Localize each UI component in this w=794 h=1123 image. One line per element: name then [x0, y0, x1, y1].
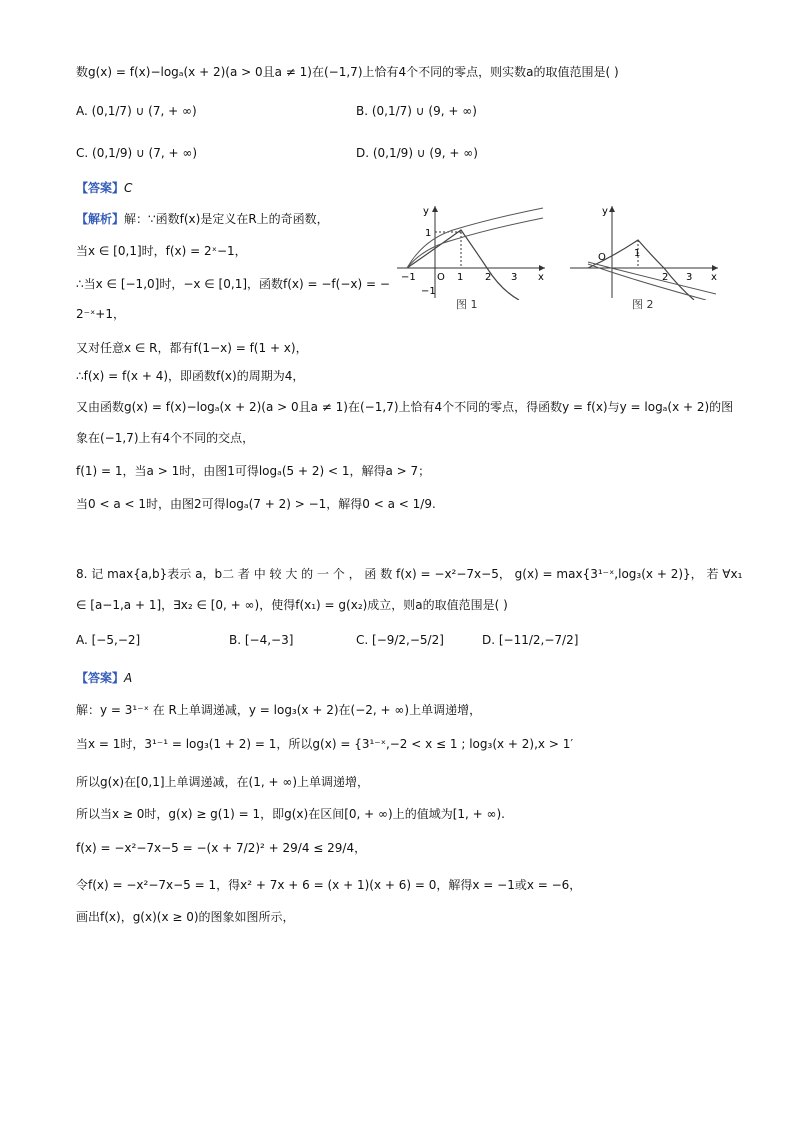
figure-2-caption: 图 2 — [632, 298, 654, 311]
q8-stem-line-1: 8. 记 max{a,b}表示 a，b二 者 中 较 大 的 一 个 ， 函 数 f(x) = −x²−7x−5， g(x) = max{3¹⁻ˣ,log₃(x + 2)}， 若 ∀x₁ — [76, 567, 743, 581]
q8-solution-line-5: f(x) = −x²−7x−5 = −(x + 7/2)² + 29/4 ≤ 29/4， — [76, 841, 367, 855]
q8-solution-line-4: 所以当x ≥ 0时，g(x) ≥ g(1) = 1，即g(x)在区间[0, + ∞)上的值域为[1, + ∞). — [76, 807, 506, 821]
q8-option-a: A. [−5,−2] — [76, 633, 141, 647]
fig1-tick-neg1: −1 — [401, 272, 416, 283]
q7-analysis-line-9: f(1) = 1，当a > 1时，由图1可得logₐ(5 + 2) < 1，解得a > 7； — [76, 464, 431, 478]
figure-2 — [566, 200, 726, 300]
q7-option-c: C. (0,1/9) ∪ (7, + ∞) — [76, 146, 198, 160]
q7-option-b: B. (0,1/7) ∪ (9, + ∞) — [356, 104, 477, 118]
fig1-tick-3: 3 — [511, 272, 518, 283]
fig1-x-label: x — [538, 272, 544, 283]
answer-value: C — [124, 181, 133, 195]
figure-1 — [393, 200, 553, 300]
q7-analysis-line-8: 象在(−1,7)上有4个不同的交点， — [76, 431, 255, 445]
q8-solution-line-2: 当x = 1时，3¹⁻¹ = log₃(1 + 2) = 1，所以g(x) = {3¹⁻ˣ,−2 < x ≤ 1 ; log₃(x + 2),x > 1′ — [76, 737, 574, 751]
q7-analysis-line-4: 2⁻ˣ+1， — [76, 307, 125, 321]
fig2-tick-2: 2 — [662, 272, 669, 283]
q7-analysis-line-5: 又对任意x ∈ R，都有f(1−x) = f(1 + x)， — [76, 341, 308, 355]
q7-analysis-line-3: ∴当x ∈ [−1,0]时，−x ∈ [0,1]，函数f(x) = −f(−x) = − — [76, 277, 390, 291]
q8-answer — [76, 670, 132, 686]
q8-solution-line-7: 画出f(x)，g(x)(x ≥ 0)的图象如图所示， — [76, 910, 295, 924]
fig1-origin-label: O — [437, 272, 445, 283]
fig1-y-tick-neg1: −1 — [421, 286, 436, 297]
q7-analysis-line-2: 当x ∈ [0,1]时，f(x) = 2ˣ−1， — [76, 244, 247, 258]
fig2-tick-3: 3 — [686, 272, 693, 283]
q7-analysis-line-10: 当0 < a < 1时，由图2可得logₐ(7 + 2) > −1，解得0 < a < 1/9. — [76, 497, 436, 511]
q8-solution-line-1: 解：y = 3¹⁻ˣ 在 R上单调递减，y = log₃(x + 2)在(−2, + ∞)上单调递增， — [76, 703, 482, 717]
q7-stem: 数g(x) = f(x)−logₐ(x + 2)(a > 0且a ≠ 1)在(−1,7)上恰有4个不同的零点，则实数a的取值范围是( ) — [76, 65, 619, 79]
analysis-label: 【解析】 — [76, 212, 125, 226]
q8-option-b: B. [−4,−3] — [229, 633, 294, 647]
analysis-text: 解：∵函数f(x)是定义在R上的奇函数， — [124, 212, 329, 226]
fig2-origin-label: O — [598, 252, 606, 263]
fig1-y-label: y — [423, 206, 429, 217]
fig2-y-label: y — [602, 206, 608, 217]
q8-option-c: C. [−9/2,−5/2] — [356, 633, 444, 647]
answer-label: 【答案】 — [76, 671, 125, 685]
fig2-tick-1: 1 — [634, 248, 641, 259]
q8-option-d: D. [−11/2,−7/2] — [482, 633, 579, 647]
q7-analysis-line-7: 又由函数g(x) = f(x)−logₐ(x + 2)(a > 0且a ≠ 1)在(−1,7)上恰有4个不同的零点，得函数y = f(x)与y = logₐ(x + 2)的图 — [76, 400, 734, 414]
q7-answer — [76, 180, 132, 196]
q7-analysis-line-1 — [76, 211, 329, 227]
q8-solution-line-3: 所以g(x)在[0,1]上单调递减，在(1, + ∞)上单调递增， — [76, 775, 370, 789]
answer-value: A — [124, 671, 133, 685]
q7-analysis-line-6: ∴f(x) = f(x + 4)，即函数f(x)的周期为4， — [76, 369, 305, 383]
q7-option-d: D. (0,1/9) ∪ (9, + ∞) — [356, 146, 478, 160]
figure-1-caption: 图 1 — [456, 298, 478, 311]
q8-solution-line-6: 令f(x) = −x²−7x−5 = 1，得x² + 7x + 6 = (x + 1)(x + 6) = 0，解得x = −1或x = −6， — [76, 878, 582, 892]
answer-label: 【答案】 — [76, 181, 125, 195]
fig2-x-label: x — [711, 272, 717, 283]
fig1-tick-2: 2 — [485, 272, 492, 283]
fig1-y-tick-1: 1 — [425, 228, 432, 239]
q7-option-a: A. (0,1/7) ∪ (7, + ∞) — [76, 104, 197, 118]
fig1-tick-1: 1 — [457, 272, 464, 283]
q8-stem-line-2: ∈ [a−1,a + 1]，∃x₂ ∈ [0, + ∞)，使得f(x₁) = g(x₂)成立，则a的取值范围是( ) — [76, 598, 508, 612]
